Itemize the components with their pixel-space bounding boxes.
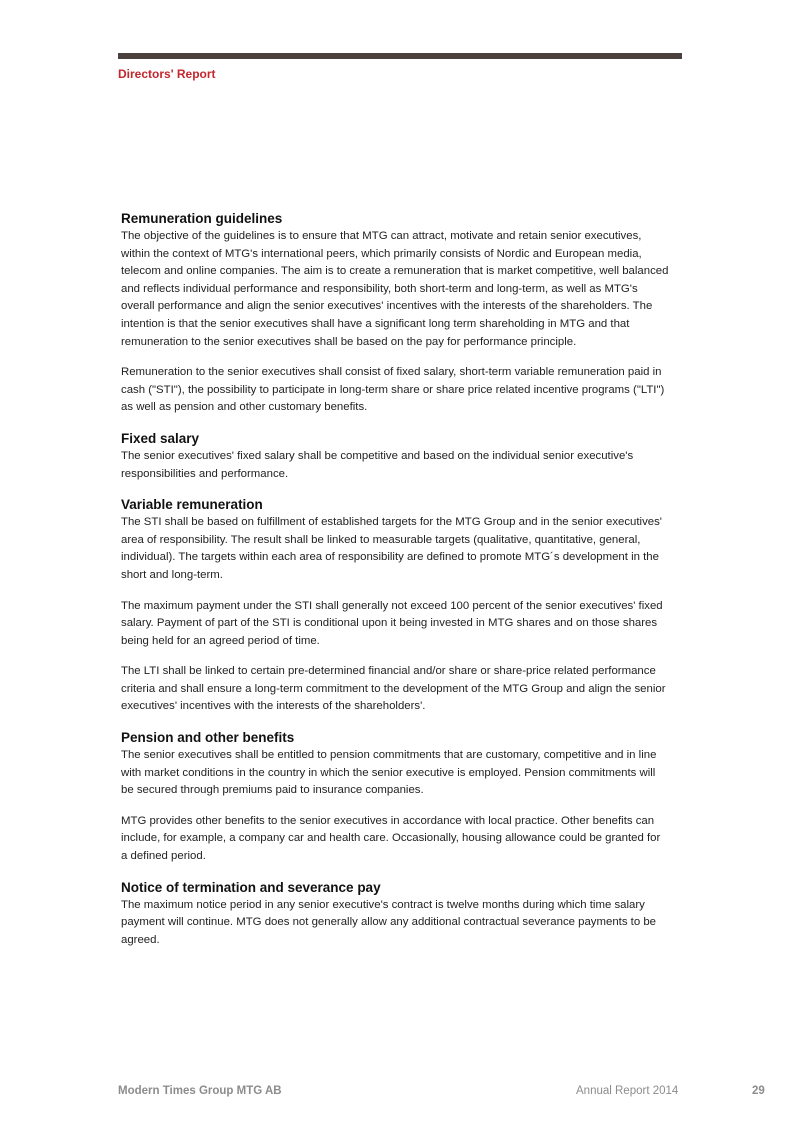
paragraph: The LTI shall be linked to certain pre-determined financial and/or share or share-price related performance criteria and shall ensure a long-term commitment to the development of the MTG Group and align the senior executives' incentives with the interests of the shareholders'. bbox=[121, 665, 666, 713]
section-remuneration-guidelines bbox=[121, 210, 669, 417]
section-heading: Pension and other benefits bbox=[121, 730, 295, 746]
paragraph: The maximum payment under the STI shall generally not exceed 100 percent of the senior executives' fixed salary. Payment of part of the STI is conditional upon it being invested in MTG shares and on those shares being held for an agreed period of time. bbox=[121, 599, 663, 647]
paragraph: The senior executives' fixed salary shall be competitive and based on the individual senior executive's responsibilities and performance. bbox=[121, 449, 634, 480]
section-heading: Remuneration guidelines bbox=[121, 211, 283, 226]
footer-company: Modern Times Group MTG AB bbox=[118, 1085, 282, 1097]
paragraph: The maximum notice period in any senior executive's contract is twelve months during which time salary payment will continue. MTG does not generally allow any additional contractual severance payments to be agreed. bbox=[121, 898, 657, 946]
section-heading: Notice of termination and severance pay bbox=[121, 879, 381, 895]
section-variable-remuneration bbox=[121, 496, 669, 716]
footer-report-title: Annual Report 2014 bbox=[576, 1085, 679, 1097]
paragraph: MTG provides other benefits to the senior executives in accordance with local practice. Other benefits can include, for example, a company car and health care. Occasionally, housing allowance could be granted for a defined period. bbox=[121, 814, 661, 863]
section-notice-termination bbox=[121, 879, 669, 950]
paragraph: Remuneration to the senior executives shall consist of fixed salary, short-term variable remuneration paid in cash ("STI"), the possibility to participate in long-term share or share price related incentive programs ("LTI") as well as pension and other customary benefits. bbox=[121, 366, 665, 414]
paragraph: The senior executives shall be entitled to pension commitments that are customary, competitive and in line with market conditions in the country in which the senior executive is employed. Pension commitments will be secured through premiums paid to insurance companies. bbox=[121, 749, 657, 797]
report-body bbox=[121, 210, 669, 962]
section-fixed-salary bbox=[121, 430, 669, 483]
page-number: 29 bbox=[752, 1085, 765, 1097]
section-heading: Fixed salary bbox=[121, 430, 200, 446]
paragraph: The STI shall be based on fulfillment of established targets for the MTG Group and in the senior executives' area of responsibility. The result shall be linked to measurable targets (qualitative, quantitative, general, individual). The targets within each area of responsibility are defined to promote MTG´s development in the short and long-term. bbox=[121, 516, 662, 581]
paragraph: The objective of the guidelines is to ensure that MTG can attract, motivate and retain senior executives, within the context of MTG's international peers, which primarily consists of Nordic and European media, telecom and online companies. The aim is to create a remuneration that is market competitive, well balanced and reflects individual performance and responsibility, both short-term and long-term, as well as MTG's overall performance and align the senior executives' incentives with the interests of the shareholders. The intention is that the senior executives shall have a significant long term shareholding in MTG and that remuneration to the senior executives shall be based on the pay for performance principle. bbox=[121, 230, 669, 348]
header-rule bbox=[118, 53, 682, 59]
section-label: Directors' Report bbox=[118, 67, 216, 81]
section-pension-benefits bbox=[121, 729, 669, 866]
section-heading: Variable remuneration bbox=[121, 497, 263, 513]
